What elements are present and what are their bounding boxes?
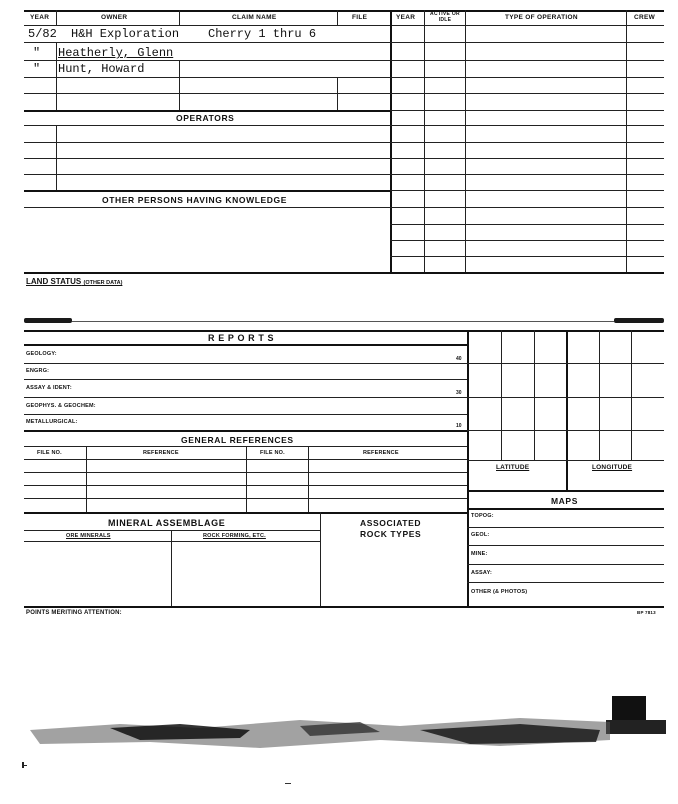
divider bbox=[179, 10, 180, 25]
map-assay: ASSAY: bbox=[471, 570, 493, 576]
divider bbox=[171, 530, 172, 606]
maps-title: MAPS bbox=[551, 496, 578, 506]
rock-forming-header: ROCK FORMING, ETC. bbox=[203, 533, 266, 539]
mineral-underline bbox=[24, 530, 320, 531]
grid-line bbox=[467, 397, 664, 398]
divider bbox=[56, 125, 57, 190]
associated-label: ASSOCIATED bbox=[360, 518, 422, 528]
reports-top bbox=[24, 330, 664, 332]
scan-smear bbox=[24, 318, 72, 323]
op-row-line bbox=[390, 93, 664, 94]
header-underline bbox=[24, 25, 664, 26]
col-header-owner: OWNER bbox=[101, 14, 128, 21]
reports-bottom bbox=[24, 606, 664, 608]
ref-header-file-no-1: FILE NO. bbox=[37, 450, 62, 456]
section-break-line bbox=[72, 321, 614, 322]
op-row-line bbox=[390, 207, 664, 208]
map-mine: MINE: bbox=[471, 551, 488, 557]
op-row-line bbox=[390, 224, 664, 225]
grid-line bbox=[631, 330, 632, 460]
grid-line bbox=[501, 330, 502, 460]
report-metallurgical: METALLURGICAL: bbox=[26, 419, 78, 425]
other-persons-underline bbox=[24, 207, 390, 208]
report-metallurgical-num: 10 bbox=[456, 423, 462, 429]
other-persons-top bbox=[24, 190, 390, 192]
form-number: BP 7813 bbox=[637, 610, 656, 615]
divider bbox=[86, 446, 87, 512]
op-row-line bbox=[390, 174, 664, 175]
row-line bbox=[24, 42, 390, 43]
operators-title: OPERATORS bbox=[176, 113, 235, 123]
row-line bbox=[24, 379, 467, 380]
grid-line bbox=[467, 363, 664, 364]
map-topog: TOPOG: bbox=[471, 513, 494, 519]
grid-line bbox=[599, 330, 600, 460]
other-persons-title: OTHER PERSONS HAVING KNOWLEDGE bbox=[102, 195, 288, 205]
scan-smear bbox=[614, 318, 664, 323]
row-line bbox=[24, 174, 390, 175]
report-geophys: GEOPHYS. & GEOCHEM: bbox=[26, 403, 96, 409]
operators-underline bbox=[24, 125, 390, 126]
report-assay: ASSAY & IDENT: bbox=[26, 385, 72, 391]
grid-line bbox=[566, 330, 568, 490]
ref-header-reference-1: REFERENCE bbox=[143, 450, 179, 456]
rock-types-label: ROCK TYPES bbox=[360, 529, 422, 539]
report-geology-num: 40 bbox=[456, 356, 462, 362]
mineral-assemblage-title: MINERAL ASSEMBLAGE bbox=[108, 518, 226, 528]
col-header-claim-name: CLAIM NAME bbox=[232, 14, 277, 21]
row-1-claim-name: Cherry 1 thru 6 bbox=[208, 27, 317, 41]
op-row-line bbox=[390, 142, 664, 143]
row-line bbox=[24, 60, 390, 61]
report-assay-num: 30 bbox=[456, 390, 462, 396]
divider bbox=[56, 42, 57, 110]
op-row-line bbox=[390, 110, 664, 111]
op-row-line bbox=[390, 77, 664, 78]
row-line bbox=[24, 77, 390, 78]
row-line bbox=[24, 158, 390, 159]
op-row-line bbox=[390, 240, 664, 241]
row-3-year: " bbox=[33, 62, 41, 76]
top-table-bottom bbox=[24, 272, 664, 274]
op-row-line bbox=[390, 190, 664, 191]
divider bbox=[56, 10, 57, 25]
divider bbox=[320, 512, 321, 606]
ore-minerals-header: ORE MINERALS bbox=[66, 533, 111, 539]
ref-header-reference-2: REFERENCE bbox=[363, 450, 399, 456]
scan-noise bbox=[0, 690, 678, 800]
operators-top bbox=[24, 110, 390, 112]
map-geol: GEOL: bbox=[471, 532, 490, 538]
row-line bbox=[24, 93, 390, 94]
report-engrg: ENGRG: bbox=[26, 368, 50, 374]
col-header-type-of-operation: TYPE OF OPERATION bbox=[505, 14, 578, 21]
reports-title-underline bbox=[24, 344, 467, 346]
row-line bbox=[24, 414, 467, 415]
col-header-year: YEAR bbox=[30, 14, 50, 21]
grid-line bbox=[467, 430, 664, 431]
land-status-sub: (OTHER DATA) bbox=[83, 280, 123, 286]
op-row-line bbox=[390, 60, 664, 61]
row-1-year: 5/82 bbox=[28, 27, 57, 41]
reports-title: R E P O R T S bbox=[208, 333, 275, 343]
col-header-op-year: YEAR bbox=[396, 14, 416, 21]
mineral-col-underline bbox=[24, 541, 320, 542]
divider bbox=[626, 10, 627, 272]
row-line bbox=[24, 142, 390, 143]
op-row-line bbox=[390, 42, 664, 43]
divider bbox=[337, 77, 338, 110]
row-line bbox=[467, 564, 664, 565]
divider bbox=[179, 60, 180, 110]
col-header-crew: CREW bbox=[634, 14, 656, 21]
col-header-active-idle: ACTIVE OR IDLE bbox=[430, 11, 460, 23]
land-status-text: LAND STATUS bbox=[26, 277, 82, 286]
points-meriting-attention: POINTS MERITING ATTENTION: bbox=[26, 610, 122, 616]
grid-line bbox=[467, 460, 664, 461]
top-border bbox=[24, 10, 664, 12]
mineral-top bbox=[24, 512, 467, 514]
op-row-line bbox=[390, 158, 664, 159]
report-geology: GEOLOGY: bbox=[26, 351, 57, 357]
row-line bbox=[467, 527, 664, 528]
row-2-owner: Heatherly, Glenn bbox=[58, 46, 174, 60]
row-3-owner: Hunt, Howard bbox=[58, 62, 145, 76]
row-line bbox=[467, 582, 664, 583]
latitude-label: LATITUDE bbox=[496, 464, 530, 471]
row-line bbox=[24, 363, 467, 364]
op-row-line bbox=[390, 125, 664, 126]
land-status-label bbox=[26, 277, 122, 286]
general-references-title: GENERAL REFERENCES bbox=[181, 435, 294, 445]
row-line bbox=[24, 397, 467, 398]
row-1-owner: H&H Exploration bbox=[71, 27, 180, 41]
row-2-year: " bbox=[33, 46, 41, 60]
longitude-label: LONGITUDE bbox=[592, 464, 633, 471]
maps-top bbox=[467, 490, 664, 492]
op-row-line bbox=[390, 256, 664, 257]
divider bbox=[424, 10, 425, 272]
map-other: OTHER (& PHOTOS) bbox=[471, 589, 528, 595]
divider bbox=[337, 10, 338, 25]
row-line bbox=[467, 545, 664, 546]
general-refs-top bbox=[24, 430, 467, 432]
ref-header-file-no-2: FILE NO. bbox=[260, 450, 285, 456]
maps-underline bbox=[467, 508, 664, 510]
grid-line bbox=[534, 330, 535, 460]
divider bbox=[308, 446, 309, 512]
divider bbox=[246, 446, 247, 512]
divider bbox=[465, 10, 466, 272]
block-separator bbox=[390, 10, 392, 272]
col-header-file: FILE bbox=[352, 14, 368, 21]
